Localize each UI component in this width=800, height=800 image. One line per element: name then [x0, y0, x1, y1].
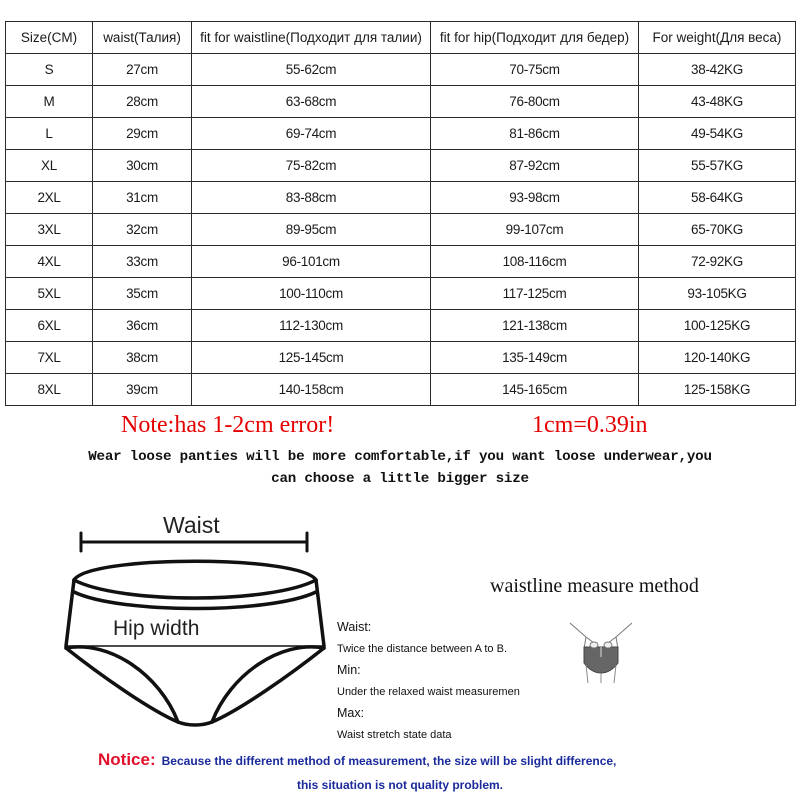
header-waist: waist(Талия): [93, 22, 192, 54]
cell-fit-hip: 121-138cm: [431, 310, 639, 342]
cell-waist: 38cm: [93, 342, 192, 374]
cell-size: 2XL: [6, 182, 93, 214]
cell-fit-hip: 70-75cm: [431, 54, 639, 86]
cell-waist: 27cm: [93, 54, 192, 86]
table-row: [6, 310, 796, 342]
cell-fit-waistline: 55-62cm: [192, 54, 431, 86]
cell-fit-waistline: 112-130cm: [192, 310, 431, 342]
header-size: Size(CM): [6, 22, 93, 54]
cell-size: M: [6, 86, 93, 118]
table-row: [6, 374, 796, 406]
cell-fit-hip: 87-92cm: [431, 150, 639, 182]
table-row: [6, 54, 796, 86]
cell-waist: 29cm: [93, 118, 192, 150]
error-note-text: Note:has 1-2cm error!: [121, 412, 335, 438]
cell-fit-hip: 145-165cm: [431, 374, 639, 406]
notice-label: Notice:: [98, 750, 156, 769]
cell-fit-hip: 135-149cm: [431, 342, 639, 374]
cell-size: 3XL: [6, 214, 93, 246]
cell-size: 7XL: [6, 342, 93, 374]
cell-weight: 65-70KG: [639, 214, 796, 246]
table-row: [6, 246, 796, 278]
table-row: [6, 86, 796, 118]
cell-size: 4XL: [6, 246, 93, 278]
measure-figure-icon: [568, 619, 634, 685]
cell-waist: 32cm: [93, 214, 192, 246]
table-row: [6, 342, 796, 374]
cell-waist: 28cm: [93, 86, 192, 118]
header-fit-hip: fit for hip(Подходит для бедер): [431, 22, 639, 54]
cell-fit-waistline: 125-145cm: [192, 342, 431, 374]
min-heading: Min:: [337, 663, 361, 677]
cell-weight: 55-57KG: [639, 150, 796, 182]
measure-method-title: waistline measure method: [490, 575, 699, 597]
cell-weight: 120-140KG: [639, 342, 796, 374]
size-chart-table: [5, 21, 796, 406]
advice-note: [0, 446, 800, 490]
cell-waist: 31cm: [93, 182, 192, 214]
waist-text: Twice the distance between A to B.: [337, 642, 507, 655]
cell-fit-waistline: 89-95cm: [192, 214, 431, 246]
cell-size: 8XL: [6, 374, 93, 406]
cell-fit-waistline: 63-68cm: [192, 86, 431, 118]
cell-waist: 39cm: [93, 374, 192, 406]
cell-weight: 125-158KG: [639, 374, 796, 406]
table-row: [6, 278, 796, 310]
table-row: [6, 150, 796, 182]
min-text: Under the relaxed waist measuremen: [337, 685, 520, 698]
cell-fit-waistline: 96-101cm: [192, 246, 431, 278]
cell-fit-waistline: 100-110cm: [192, 278, 431, 310]
cell-fit-hip: 117-125cm: [431, 278, 639, 310]
cell-waist: 36cm: [93, 310, 192, 342]
header-fit-waistline: fit for waistline(Подходит для талии): [192, 22, 431, 54]
cell-size: 6XL: [6, 310, 93, 342]
cell-weight: 49-54KG: [639, 118, 796, 150]
cell-size: L: [6, 118, 93, 150]
cell-fit-hip: 76-80cm: [431, 86, 639, 118]
cell-size: XL: [6, 150, 93, 182]
cell-fit-waistline: 75-82cm: [192, 150, 431, 182]
waist-heading: Waist:: [337, 620, 372, 634]
max-text: Waist stretch state data: [337, 728, 452, 741]
advice-line-1: Wear loose panties will be more comfortable,if you want loose underwear,you: [88, 449, 712, 465]
cell-size: S: [6, 54, 93, 86]
cell-waist: 35cm: [93, 278, 192, 310]
cell-fit-hip: 81-86cm: [431, 118, 639, 150]
notice-line-1: Because the different method of measurement, the size will be slight difference,: [161, 754, 617, 768]
table-header-row: [6, 22, 796, 54]
advice-line-2: can choose a little bigger size: [271, 471, 529, 487]
cell-size: 5XL: [6, 278, 93, 310]
max-heading: Max:: [337, 706, 365, 720]
cell-fit-hip: 99-107cm: [431, 214, 639, 246]
cell-fit-hip: 93-98cm: [431, 182, 639, 214]
waist-label: Waist: [163, 512, 220, 538]
cell-weight: 38-42KG: [639, 54, 796, 86]
table-row: [6, 182, 796, 214]
cell-waist: 33cm: [93, 246, 192, 278]
cell-fit-waistline: 83-88cm: [192, 182, 431, 214]
cell-waist: 30cm: [93, 150, 192, 182]
hip-width-label: Hip width: [113, 617, 200, 640]
cell-weight: 43-48KG: [639, 86, 796, 118]
cell-fit-waistline: 140-158cm: [192, 374, 431, 406]
cell-weight: 100-125KG: [639, 310, 796, 342]
cell-weight: 58-64KG: [639, 182, 796, 214]
cell-fit-hip: 108-116cm: [431, 246, 639, 278]
header-weight: For weight(Для веса): [639, 22, 796, 54]
cell-fit-waistline: 69-74cm: [192, 118, 431, 150]
table-row: [6, 118, 796, 150]
cell-weight: 93-105KG: [639, 278, 796, 310]
measure-notes: [337, 617, 520, 746]
table-row: [6, 214, 796, 246]
notice-line-2: this situation is not quality problem.: [296, 778, 503, 792]
conversion-note: 1cm=0.39in: [532, 412, 648, 438]
cell-weight: 72-92KG: [639, 246, 796, 278]
